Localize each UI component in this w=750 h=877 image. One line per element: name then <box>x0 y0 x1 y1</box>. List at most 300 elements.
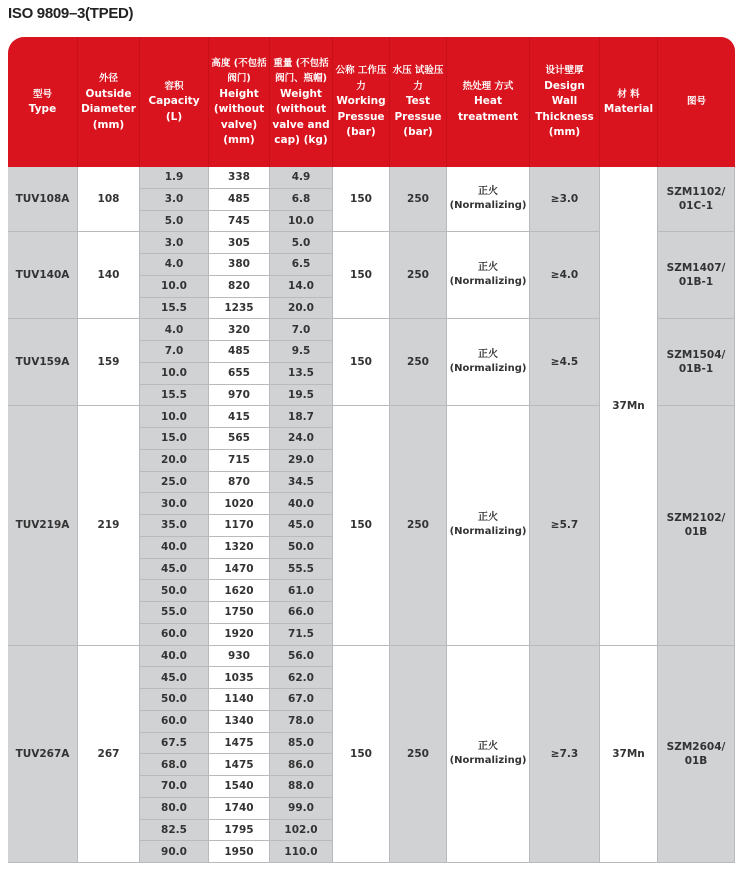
header-label-en: Working Pressue (bar) <box>336 95 386 139</box>
heat-treatment-cell <box>447 167 530 232</box>
height-cell <box>209 254 270 276</box>
capacity-value: 35.0 <box>161 519 187 532</box>
weight-value: 62.0 <box>288 671 314 684</box>
weight-cell <box>270 428 333 450</box>
height-value: 1740 <box>224 802 254 815</box>
height-cell <box>209 776 270 798</box>
weight-value: 50.0 <box>288 541 314 554</box>
header-label-cn: 重量 (不包括阀门、瓶帽) <box>273 57 329 84</box>
height-cell <box>209 211 270 233</box>
weight-cell <box>270 841 333 863</box>
thickness-value: ≥4.5 <box>550 356 579 369</box>
heat-treatment-en: (Normalizing) <box>449 754 527 766</box>
height-cell <box>209 820 270 842</box>
drawing-number-value: SZM2102/ 01B <box>666 512 726 539</box>
material-value: 37Mn <box>612 747 645 760</box>
header-label-en: Type <box>28 103 57 115</box>
capacity-cell <box>140 254 209 276</box>
height-value: 1920 <box>224 628 254 641</box>
capacity-cell <box>140 189 209 211</box>
capacity-cell <box>140 341 209 363</box>
weight-cell <box>270 733 333 755</box>
weight-cell <box>270 406 333 428</box>
capacity-value: 45.0 <box>161 671 187 684</box>
test-pressure-cell <box>390 319 447 406</box>
test-pressure-cell <box>390 646 447 864</box>
height-value: 870 <box>228 475 250 488</box>
drawing-number-cell <box>658 232 735 319</box>
capacity-value: 15.5 <box>161 388 187 401</box>
header-type <box>8 37 78 167</box>
header-capacity <box>140 37 209 167</box>
type-value: TUV219A <box>15 519 70 532</box>
thickness-value: ≥3.0 <box>550 193 579 206</box>
header-outside-diameter <box>78 37 140 167</box>
capacity-cell <box>140 733 209 755</box>
weight-value: 6.5 <box>291 258 311 271</box>
weight-cell <box>270 515 333 537</box>
header-label-en: Outside Diameter (mm) <box>81 87 136 131</box>
capacity-value: 20.0 <box>161 454 187 467</box>
spec-table <box>8 37 735 863</box>
height-cell <box>209 319 270 341</box>
weight-cell <box>270 385 333 407</box>
capacity-cell <box>140 580 209 602</box>
capacity-cell <box>140 798 209 820</box>
capacity-cell <box>140 211 209 233</box>
header-label-cn: 水压 试验压力 <box>392 65 444 92</box>
drawing-number-cell <box>658 319 735 406</box>
heat-treatment-cn: 正火 <box>478 740 498 752</box>
capacity-cell <box>140 667 209 689</box>
height-cell <box>209 167 270 189</box>
thickness-cell <box>530 232 600 319</box>
capacity-value: 10.0 <box>161 367 187 380</box>
drawing-number-cell <box>658 406 735 645</box>
header-label-en: Weight (without valve and cap) (kg) <box>272 87 330 146</box>
header-label-en: Heat treatment <box>458 95 518 123</box>
weight-cell <box>270 602 333 624</box>
capacity-value: 3.0 <box>164 193 184 206</box>
weight-cell <box>270 211 333 233</box>
working-pressure-cell <box>333 319 390 406</box>
height-cell <box>209 472 270 494</box>
type-value: TUV140A <box>15 269 70 282</box>
capacity-value: 4.0 <box>164 258 184 271</box>
weight-cell <box>270 298 333 320</box>
working-pressure-cell <box>333 406 390 645</box>
heat-treatment-cell <box>447 232 530 319</box>
capacity-cell <box>140 624 209 646</box>
height-cell <box>209 450 270 472</box>
weight-value: 10.0 <box>288 214 314 227</box>
weight-value: 110.0 <box>284 845 318 858</box>
weight-value: 13.5 <box>288 367 314 380</box>
heat-treatment-cell <box>447 406 530 645</box>
capacity-value: 15.5 <box>161 301 187 314</box>
capacity-cell <box>140 537 209 559</box>
height-value: 1795 <box>224 823 254 836</box>
weight-value: 7.0 <box>291 323 311 336</box>
heat-treatment-cell <box>447 319 530 406</box>
type-value: TUV108A <box>15 193 70 206</box>
weight-value: 34.5 <box>288 475 314 488</box>
capacity-cell <box>140 754 209 776</box>
capacity-cell <box>140 472 209 494</box>
height-cell <box>209 298 270 320</box>
weight-cell <box>270 646 333 668</box>
diameter-cell <box>78 232 140 319</box>
height-cell <box>209 406 270 428</box>
weight-value: 40.0 <box>288 497 314 510</box>
height-value: 320 <box>228 323 250 336</box>
height-value: 1470 <box>224 562 254 575</box>
heat-treatment-cn: 正火 <box>478 186 498 198</box>
weight-value: 85.0 <box>288 736 314 749</box>
height-cell <box>209 667 270 689</box>
height-value: 655 <box>228 367 250 380</box>
type-cell <box>8 167 78 232</box>
table-body <box>8 167 735 863</box>
diameter-cell <box>78 646 140 864</box>
weight-cell <box>270 754 333 776</box>
capacity-cell <box>140 363 209 385</box>
working-pressure-value: 150 <box>350 193 372 206</box>
header-label-en: Material <box>603 103 654 115</box>
working-pressure-cell <box>333 646 390 864</box>
weight-cell <box>270 776 333 798</box>
weight-cell <box>270 450 333 472</box>
weight-value: 88.0 <box>288 780 314 793</box>
working-pressure-value: 150 <box>350 269 372 282</box>
heat-treatment-text <box>450 740 527 768</box>
capacity-value: 50.0 <box>161 584 187 597</box>
capacity-value: 3.0 <box>164 236 184 249</box>
weight-value: 99.0 <box>288 802 314 815</box>
capacity-cell <box>140 776 209 798</box>
weight-value: 19.5 <box>288 388 314 401</box>
height-cell <box>209 385 270 407</box>
capacity-cell <box>140 406 209 428</box>
type-cell <box>8 646 78 864</box>
height-value: 1020 <box>224 497 254 510</box>
capacity-cell <box>140 319 209 341</box>
height-cell <box>209 515 270 537</box>
heat-treatment-text <box>450 185 527 213</box>
working-pressure-value: 150 <box>350 747 372 760</box>
height-value: 338 <box>228 171 250 184</box>
capacity-cell <box>140 559 209 581</box>
height-cell <box>209 559 270 581</box>
header-working-pressure <box>333 37 390 167</box>
test-pressure-cell <box>390 232 447 319</box>
capacity-cell <box>140 385 209 407</box>
test-pressure-value: 250 <box>407 356 429 369</box>
test-pressure-cell <box>390 167 447 232</box>
weight-value: 14.0 <box>288 280 314 293</box>
diameter-value: 219 <box>97 519 120 532</box>
height-cell <box>209 189 270 211</box>
weight-cell <box>270 559 333 581</box>
thickness-value: ≥5.7 <box>550 519 579 532</box>
drawing-number-value: SZM1407/ 01B-1 <box>666 262 726 289</box>
weight-cell <box>270 254 333 276</box>
weight-cell <box>270 624 333 646</box>
weight-cell <box>270 537 333 559</box>
test-pressure-value: 250 <box>407 519 429 532</box>
capacity-cell <box>140 450 209 472</box>
weight-cell <box>270 689 333 711</box>
header-label-en: Test Pressue (bar) <box>394 95 442 139</box>
capacity-cell <box>140 820 209 842</box>
height-value: 1750 <box>224 606 254 619</box>
thickness-cell <box>530 319 600 406</box>
thickness-cell <box>530 406 600 645</box>
weight-cell <box>270 711 333 733</box>
type-value: TUV159A <box>15 356 70 369</box>
test-pressure-value: 250 <box>407 747 429 760</box>
height-cell <box>209 624 270 646</box>
capacity-value: 60.0 <box>161 628 187 641</box>
height-cell <box>209 341 270 363</box>
height-cell <box>209 276 270 298</box>
drawing-number-value: SZM2604/ 01B <box>666 740 726 767</box>
height-value: 715 <box>228 454 250 467</box>
height-value: 305 <box>228 236 250 249</box>
material-value: 37Mn <box>612 399 645 412</box>
test-pressure-value: 250 <box>407 193 429 206</box>
header-label-en: Capacity (L) <box>148 95 200 123</box>
header-height <box>209 37 270 167</box>
header-label-cn: 容积 <box>164 80 184 92</box>
capacity-value: 80.0 <box>161 802 187 815</box>
height-value: 970 <box>228 388 250 401</box>
weight-value: 67.0 <box>288 693 314 706</box>
capacity-value: 4.0 <box>164 323 184 336</box>
header-label-cn: 高度 (不包括阀门) <box>211 57 267 84</box>
capacity-cell <box>140 232 209 254</box>
heat-treatment-text <box>450 261 527 289</box>
weight-value: 102.0 <box>284 823 318 836</box>
capacity-value: 50.0 <box>161 693 187 706</box>
weight-cell <box>270 276 333 298</box>
height-value: 565 <box>228 432 250 445</box>
height-value: 1620 <box>224 584 254 597</box>
material-cell <box>600 646 658 864</box>
height-value: 1475 <box>224 758 254 771</box>
height-value: 1235 <box>224 301 254 314</box>
diameter-cell <box>78 406 140 645</box>
heat-treatment-text <box>450 348 527 376</box>
heat-treatment-cn: 正火 <box>478 512 498 524</box>
type-cell <box>8 232 78 319</box>
capacity-value: 60.0 <box>161 715 187 728</box>
weight-value: 29.0 <box>288 454 314 467</box>
height-value: 1170 <box>224 519 254 532</box>
type-value: TUV267A <box>15 747 70 760</box>
heat-treatment-cn: 正火 <box>478 349 498 361</box>
capacity-cell <box>140 428 209 450</box>
capacity-cell <box>140 276 209 298</box>
header-label-cn: 型号 <box>32 88 52 100</box>
capacity-value: 1.9 <box>164 171 184 184</box>
weight-value: 71.5 <box>288 628 314 641</box>
diameter-cell <box>78 319 140 406</box>
heat-treatment-cell <box>447 646 530 864</box>
weight-cell <box>270 232 333 254</box>
drawing-number-cell <box>658 167 735 232</box>
capacity-cell <box>140 841 209 863</box>
capacity-cell <box>140 515 209 537</box>
diameter-value: 140 <box>97 269 120 282</box>
height-value: 1950 <box>224 845 254 858</box>
height-value: 485 <box>228 345 250 358</box>
header-test-pressure <box>390 37 447 167</box>
capacity-cell <box>140 493 209 515</box>
height-cell <box>209 646 270 668</box>
working-pressure-value: 150 <box>350 356 372 369</box>
height-cell <box>209 363 270 385</box>
height-value: 820 <box>228 280 250 293</box>
capacity-cell <box>140 167 209 189</box>
capacity-value: 10.0 <box>161 410 187 423</box>
heat-treatment-text <box>450 511 527 539</box>
weight-value: 55.5 <box>288 562 314 575</box>
weight-value: 20.0 <box>288 301 314 314</box>
header-label-cn: 热处理 方式 <box>462 80 514 92</box>
capacity-value: 82.5 <box>161 823 187 836</box>
working-pressure-value: 150 <box>350 519 372 532</box>
capacity-value: 67.5 <box>161 736 187 749</box>
weight-value: 78.0 <box>288 715 314 728</box>
height-value: 1540 <box>224 780 254 793</box>
capacity-cell <box>140 298 209 320</box>
capacity-value: 90.0 <box>161 845 187 858</box>
capacity-value: 40.0 <box>161 541 187 554</box>
weight-value: 45.0 <box>288 519 314 532</box>
height-value: 380 <box>228 258 250 271</box>
header-label-cn: 设计壁厚 <box>545 65 584 77</box>
weight-value: 66.0 <box>288 606 314 619</box>
weight-value: 24.0 <box>288 432 314 445</box>
weight-cell <box>270 472 333 494</box>
working-pressure-cell <box>333 232 390 319</box>
weight-value: 6.8 <box>291 193 311 206</box>
height-cell <box>209 711 270 733</box>
weight-value: 5.0 <box>291 236 311 249</box>
weight-value: 56.0 <box>288 649 314 662</box>
height-value: 485 <box>228 193 250 206</box>
type-cell <box>8 319 78 406</box>
thickness-value: ≥4.0 <box>550 269 579 282</box>
weight-cell <box>270 493 333 515</box>
capacity-value: 10.0 <box>161 280 187 293</box>
weight-cell <box>270 820 333 842</box>
capacity-value: 25.0 <box>161 475 187 488</box>
header-label-en: Height (without valve) (mm) <box>213 87 265 146</box>
diameter-value: 108 <box>97 193 120 206</box>
diameter-value: 267 <box>97 747 120 760</box>
diameter-cell <box>78 167 140 232</box>
heat-treatment-en: (Normalizing) <box>449 200 527 212</box>
height-cell <box>209 798 270 820</box>
height-value: 930 <box>228 649 250 662</box>
test-pressure-cell <box>390 406 447 645</box>
weight-value: 9.5 <box>291 345 311 358</box>
header-label-cn: 材 料 <box>617 88 640 100</box>
header-label-en: Design Wall Thickness (mm) <box>535 79 594 139</box>
height-cell <box>209 428 270 450</box>
heat-treatment-en: (Normalizing) <box>449 276 527 288</box>
height-cell <box>209 733 270 755</box>
weight-value: 61.0 <box>288 584 314 597</box>
height-cell <box>209 537 270 559</box>
header-design-wall-thickness <box>530 37 600 167</box>
header-label-cn: 图号 <box>686 96 706 108</box>
height-value: 1035 <box>224 671 254 684</box>
height-value: 1475 <box>224 736 254 749</box>
header-weight <box>270 37 333 167</box>
capacity-cell <box>140 602 209 624</box>
height-value: 415 <box>228 410 250 423</box>
diameter-value: 159 <box>97 356 120 369</box>
heat-treatment-en: (Normalizing) <box>449 526 527 538</box>
capacity-value: 5.0 <box>164 214 184 227</box>
drawing-number-value: SZM1504/ 01B-1 <box>666 349 726 376</box>
height-value: 1340 <box>224 715 254 728</box>
height-value: 1320 <box>224 541 254 554</box>
header-heat-treatment <box>447 37 530 167</box>
weight-cell <box>270 167 333 189</box>
capacity-value: 68.0 <box>161 758 187 771</box>
capacity-cell <box>140 711 209 733</box>
weight-value: 18.7 <box>288 410 314 423</box>
weight-cell <box>270 189 333 211</box>
weight-cell <box>270 580 333 602</box>
capacity-cell <box>140 646 209 668</box>
weight-cell <box>270 341 333 363</box>
thickness-cell <box>530 646 600 864</box>
weight-cell <box>270 798 333 820</box>
test-pressure-value: 250 <box>407 269 429 282</box>
table-header <box>8 37 735 167</box>
height-value: 745 <box>228 214 250 227</box>
thickness-cell <box>530 167 600 232</box>
capacity-value: 70.0 <box>161 780 187 793</box>
height-value: 1140 <box>224 693 254 706</box>
weight-cell <box>270 667 333 689</box>
header-label-cn: 外径 <box>98 73 118 84</box>
capacity-value: 7.0 <box>164 345 184 358</box>
height-cell <box>209 689 270 711</box>
height-cell <box>209 841 270 863</box>
header-drawing-number <box>658 37 735 167</box>
weight-value: 4.9 <box>291 171 311 184</box>
drawing-number-cell <box>658 646 735 864</box>
type-cell <box>8 406 78 645</box>
drawing-number-value: SZM1102/ 01C-1 <box>666 186 726 213</box>
capacity-value: 45.0 <box>161 562 187 575</box>
capacity-value: 40.0 <box>161 649 187 662</box>
header-material <box>600 37 658 167</box>
capacity-value: 55.0 <box>161 606 187 619</box>
capacity-value: 30.0 <box>161 497 187 510</box>
thickness-value: ≥7.3 <box>550 747 579 760</box>
height-cell <box>209 232 270 254</box>
height-cell <box>209 493 270 515</box>
heat-treatment-cn: 正火 <box>478 262 498 274</box>
height-cell <box>209 754 270 776</box>
